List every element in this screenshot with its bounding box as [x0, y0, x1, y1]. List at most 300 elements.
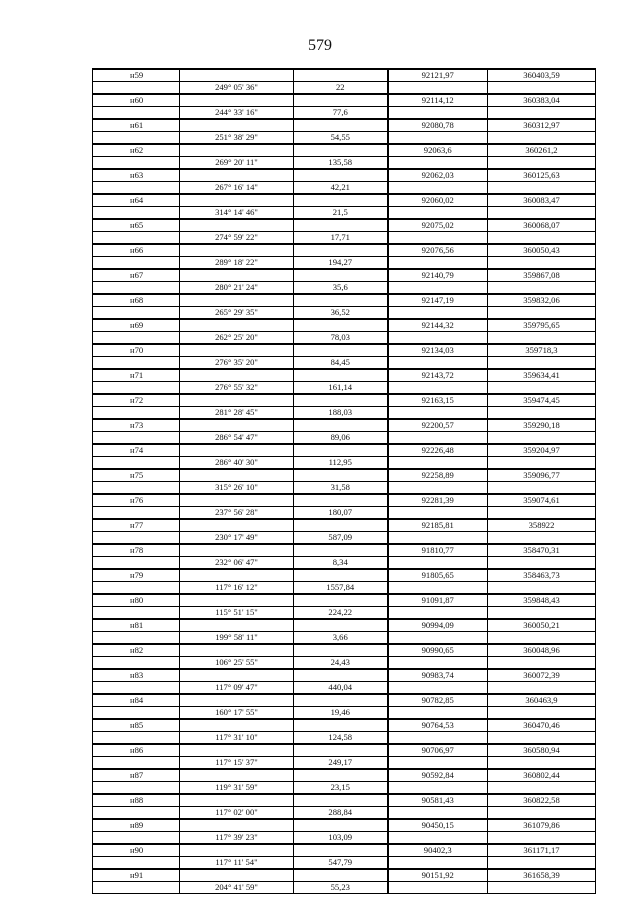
- empty-cell: [488, 157, 596, 170]
- segment-row: [93, 782, 596, 795]
- empty-cell: [488, 707, 596, 720]
- empty-cell: [93, 607, 180, 620]
- y-coordinate: 360125,63: [488, 169, 596, 182]
- x-coordinate: 90581,43: [388, 794, 488, 807]
- point-name: н80: [93, 594, 180, 607]
- segment-row: [93, 807, 596, 820]
- direction-angle: 117° 31' 10": [180, 732, 294, 745]
- empty-cell: [488, 882, 596, 894]
- y-coordinate: 359718,3: [488, 344, 596, 357]
- y-coordinate: 359634,41: [488, 369, 596, 382]
- empty-cell: [294, 369, 388, 382]
- empty-cell: [388, 682, 488, 695]
- segment-length: 3,66: [294, 632, 388, 645]
- point-row: [93, 694, 596, 707]
- y-coordinate: 361079,86: [488, 819, 596, 832]
- empty-cell: [93, 707, 180, 720]
- empty-cell: [294, 269, 388, 282]
- point-name: н74: [93, 444, 180, 457]
- point-name: н79: [93, 569, 180, 582]
- empty-cell: [388, 182, 488, 195]
- point-name: н63: [93, 169, 180, 182]
- point-name: н86: [93, 744, 180, 757]
- empty-cell: [388, 82, 488, 95]
- empty-cell: [388, 157, 488, 170]
- empty-cell: [180, 819, 294, 832]
- segment-row: [93, 857, 596, 870]
- empty-cell: [180, 444, 294, 457]
- empty-cell: [180, 694, 294, 707]
- empty-cell: [488, 657, 596, 670]
- y-coordinate: 358922: [488, 519, 596, 532]
- y-coordinate: 360580,94: [488, 744, 596, 757]
- segment-row: [93, 532, 596, 545]
- empty-cell: [180, 369, 294, 382]
- empty-cell: [388, 482, 488, 495]
- x-coordinate: 90151,92: [388, 869, 488, 882]
- segment-row: [93, 107, 596, 120]
- x-coordinate: 92147,19: [388, 294, 488, 307]
- y-coordinate: 359474,45: [488, 394, 596, 407]
- empty-cell: [488, 232, 596, 245]
- empty-cell: [180, 494, 294, 507]
- empty-cell: [180, 619, 294, 632]
- point-row: [93, 519, 596, 532]
- empty-cell: [388, 507, 488, 520]
- segment-row: [93, 707, 596, 720]
- point-name: н91: [93, 869, 180, 882]
- empty-cell: [294, 619, 388, 632]
- point-row: [93, 369, 596, 382]
- segment-row: [93, 882, 596, 894]
- segment-row: [93, 632, 596, 645]
- empty-cell: [180, 219, 294, 232]
- point-name: н76: [93, 494, 180, 507]
- x-coordinate: 92076,56: [388, 244, 488, 257]
- segment-row: [93, 557, 596, 570]
- segment-length: 112,95: [294, 457, 388, 470]
- direction-angle: 267° 16' 14": [180, 182, 294, 195]
- point-name: н88: [93, 794, 180, 807]
- empty-cell: [93, 107, 180, 120]
- empty-cell: [180, 569, 294, 582]
- y-coordinate: 360048,96: [488, 644, 596, 657]
- segment-row: [93, 257, 596, 270]
- segment-row: [93, 482, 596, 495]
- direction-angle: 117° 02' 00": [180, 807, 294, 820]
- x-coordinate: 90782,85: [388, 694, 488, 707]
- y-coordinate: 359867,08: [488, 269, 596, 282]
- direction-angle: 276° 35' 20": [180, 357, 294, 370]
- point-row: [93, 794, 596, 807]
- point-row: [93, 144, 596, 157]
- segment-length: 103,09: [294, 832, 388, 845]
- segment-length: 84,45: [294, 357, 388, 370]
- empty-cell: [93, 82, 180, 95]
- direction-angle: 276° 55' 32": [180, 382, 294, 395]
- point-row: [93, 344, 596, 357]
- segment-length: 587,09: [294, 532, 388, 545]
- empty-cell: [388, 532, 488, 545]
- segment-length: 180,07: [294, 507, 388, 520]
- x-coordinate: 92163,15: [388, 394, 488, 407]
- segment-row: [93, 607, 596, 620]
- direction-angle: 232° 06' 47": [180, 557, 294, 570]
- point-name: н66: [93, 244, 180, 257]
- x-coordinate: 90994,09: [388, 619, 488, 632]
- empty-cell: [93, 632, 180, 645]
- empty-cell: [488, 457, 596, 470]
- empty-cell: [180, 669, 294, 682]
- empty-cell: [488, 282, 596, 295]
- empty-cell: [294, 669, 388, 682]
- empty-cell: [388, 582, 488, 595]
- empty-cell: [180, 344, 294, 357]
- empty-cell: [388, 457, 488, 470]
- x-coordinate: 92258,89: [388, 469, 488, 482]
- empty-cell: [388, 807, 488, 820]
- y-coordinate: 360050,43: [488, 244, 596, 257]
- segment-length: 24,43: [294, 657, 388, 670]
- empty-cell: [488, 132, 596, 145]
- y-coordinate: 361171,17: [488, 844, 596, 857]
- empty-cell: [294, 544, 388, 557]
- segment-row: [93, 132, 596, 145]
- direction-angle: 160° 17' 55": [180, 707, 294, 720]
- segment-length: 547,79: [294, 857, 388, 870]
- empty-cell: [93, 207, 180, 220]
- x-coordinate: 92114,12: [388, 94, 488, 107]
- x-coordinate: 90706,97: [388, 744, 488, 757]
- direction-angle: 286° 54' 47": [180, 432, 294, 445]
- segment-length: 8,34: [294, 557, 388, 570]
- y-coordinate: 361658,39: [488, 869, 596, 882]
- empty-cell: [488, 582, 596, 595]
- x-coordinate: 92060,02: [388, 194, 488, 207]
- segment-row: [93, 282, 596, 295]
- empty-cell: [488, 332, 596, 345]
- x-coordinate: 92143,72: [388, 369, 488, 382]
- empty-cell: [294, 319, 388, 332]
- empty-cell: [294, 644, 388, 657]
- empty-cell: [294, 444, 388, 457]
- segment-length: 288,84: [294, 807, 388, 820]
- x-coordinate: 92185,81: [388, 519, 488, 532]
- point-row: [93, 869, 596, 882]
- empty-cell: [294, 394, 388, 407]
- segment-row: [93, 832, 596, 845]
- empty-cell: [93, 157, 180, 170]
- empty-cell: [93, 857, 180, 870]
- empty-cell: [388, 232, 488, 245]
- empty-cell: [294, 294, 388, 307]
- direction-angle: 269° 20' 11": [180, 157, 294, 170]
- segment-row: [93, 407, 596, 420]
- segment-row: [93, 82, 596, 95]
- direction-angle: 117° 09' 47": [180, 682, 294, 695]
- segment-length: 21,5: [294, 207, 388, 220]
- segment-length: 36,52: [294, 307, 388, 320]
- empty-cell: [93, 282, 180, 295]
- y-coordinate: 358463,73: [488, 569, 596, 582]
- empty-cell: [180, 244, 294, 257]
- point-name: н64: [93, 194, 180, 207]
- point-name: н83: [93, 669, 180, 682]
- empty-cell: [180, 744, 294, 757]
- empty-cell: [294, 344, 388, 357]
- segment-length: 35,6: [294, 282, 388, 295]
- y-coordinate: 360822,58: [488, 794, 596, 807]
- empty-cell: [294, 419, 388, 432]
- y-coordinate: 360083,47: [488, 194, 596, 207]
- segment-length: 135,58: [294, 157, 388, 170]
- segment-row: [93, 232, 596, 245]
- empty-cell: [488, 407, 596, 420]
- empty-cell: [488, 532, 596, 545]
- empty-cell: [388, 357, 488, 370]
- empty-cell: [488, 557, 596, 570]
- empty-cell: [488, 682, 596, 695]
- x-coordinate: 91091,87: [388, 594, 488, 607]
- empty-cell: [180, 119, 294, 132]
- point-row: [93, 119, 596, 132]
- x-coordinate: 92075,02: [388, 219, 488, 232]
- direction-angle: 115° 51' 15": [180, 607, 294, 620]
- empty-cell: [294, 769, 388, 782]
- x-coordinate: 92063,6: [388, 144, 488, 157]
- empty-cell: [294, 219, 388, 232]
- point-row: [93, 544, 596, 557]
- y-coordinate: 359848,43: [488, 594, 596, 607]
- empty-cell: [294, 719, 388, 732]
- y-coordinate: 359832,06: [488, 294, 596, 307]
- empty-cell: [388, 382, 488, 395]
- empty-cell: [180, 169, 294, 182]
- point-row: [93, 269, 596, 282]
- point-name: н69: [93, 319, 180, 332]
- segment-row: [93, 457, 596, 470]
- empty-cell: [180, 844, 294, 857]
- empty-cell: [488, 482, 596, 495]
- segment-length: 55,23: [294, 882, 388, 894]
- segment-row: [93, 382, 596, 395]
- direction-angle: 286° 40' 30": [180, 457, 294, 470]
- point-row: [93, 319, 596, 332]
- empty-cell: [180, 794, 294, 807]
- empty-cell: [488, 857, 596, 870]
- x-coordinate: 90983,74: [388, 669, 488, 682]
- point-name: н68: [93, 294, 180, 307]
- empty-cell: [388, 757, 488, 770]
- empty-cell: [93, 507, 180, 520]
- direction-angle: 314° 14' 46": [180, 207, 294, 220]
- empty-cell: [180, 544, 294, 557]
- empty-cell: [180, 269, 294, 282]
- x-coordinate: 92080,78: [388, 119, 488, 132]
- segment-row: [93, 332, 596, 345]
- empty-cell: [388, 607, 488, 620]
- point-row: [93, 294, 596, 307]
- point-name: н75: [93, 469, 180, 482]
- direction-angle: 204° 41' 59": [180, 882, 294, 894]
- segment-row: [93, 207, 596, 220]
- empty-cell: [388, 132, 488, 145]
- empty-cell: [93, 757, 180, 770]
- point-name: н81: [93, 619, 180, 632]
- segment-length: 89,06: [294, 432, 388, 445]
- point-row: [93, 844, 596, 857]
- x-coordinate: 91805,65: [388, 569, 488, 582]
- empty-cell: [180, 769, 294, 782]
- point-row: [93, 394, 596, 407]
- empty-cell: [488, 257, 596, 270]
- direction-angle: 117° 11' 54": [180, 857, 294, 870]
- direction-angle: 237° 56' 28": [180, 507, 294, 520]
- point-row: [93, 594, 596, 607]
- segment-length: 77,6: [294, 107, 388, 120]
- point-name: н65: [93, 219, 180, 232]
- empty-cell: [294, 494, 388, 507]
- segment-length: 22: [294, 82, 388, 95]
- empty-cell: [388, 882, 488, 894]
- y-coordinate: 360068,07: [488, 219, 596, 232]
- point-name: н61: [93, 119, 180, 132]
- point-name: н73: [93, 419, 180, 432]
- empty-cell: [294, 744, 388, 757]
- point-name: н60: [93, 94, 180, 107]
- y-coordinate: 360463,9: [488, 694, 596, 707]
- x-coordinate: 92200,57: [388, 419, 488, 432]
- y-coordinate: 359204,97: [488, 444, 596, 457]
- empty-cell: [294, 844, 388, 857]
- segment-length: 54,55: [294, 132, 388, 145]
- empty-cell: [180, 194, 294, 207]
- empty-cell: [488, 632, 596, 645]
- x-coordinate: 90402,3: [388, 844, 488, 857]
- point-name: н82: [93, 644, 180, 657]
- point-row: [93, 444, 596, 457]
- empty-cell: [294, 594, 388, 607]
- point-row: [93, 94, 596, 107]
- segment-row: [93, 182, 596, 195]
- direction-angle: 119° 31' 59": [180, 782, 294, 795]
- point-name: н89: [93, 819, 180, 832]
- segment-row: [93, 732, 596, 745]
- x-coordinate: 91810,77: [388, 544, 488, 557]
- empty-cell: [388, 632, 488, 645]
- point-row: [93, 219, 596, 232]
- empty-cell: [93, 307, 180, 320]
- point-row: [93, 569, 596, 582]
- point-row: [93, 69, 596, 82]
- empty-cell: [294, 169, 388, 182]
- direction-angle: 199° 58' 11": [180, 632, 294, 645]
- y-coordinate: 359074,61: [488, 494, 596, 507]
- y-coordinate: 359290,18: [488, 419, 596, 432]
- empty-cell: [93, 232, 180, 245]
- empty-cell: [93, 882, 180, 894]
- segment-length: 161,14: [294, 382, 388, 395]
- empty-cell: [93, 732, 180, 745]
- empty-cell: [180, 69, 294, 82]
- direction-angle: 249° 05' 36": [180, 82, 294, 95]
- point-name: н67: [93, 269, 180, 282]
- point-row: [93, 819, 596, 832]
- y-coordinate: 359795,65: [488, 319, 596, 332]
- point-name: н77: [93, 519, 180, 532]
- empty-cell: [93, 182, 180, 195]
- segment-row: [93, 307, 596, 320]
- direction-angle: 117° 16' 12": [180, 582, 294, 595]
- segment-row: [93, 357, 596, 370]
- y-coordinate: 359096,77: [488, 469, 596, 482]
- empty-cell: [388, 407, 488, 420]
- empty-cell: [93, 432, 180, 445]
- x-coordinate: 92062,03: [388, 169, 488, 182]
- direction-angle: 106° 25' 55": [180, 657, 294, 670]
- empty-cell: [294, 569, 388, 582]
- page-number: 579: [308, 37, 332, 54]
- coordinates-table-body: [93, 69, 596, 894]
- empty-cell: [294, 194, 388, 207]
- point-row: [93, 419, 596, 432]
- x-coordinate: 90990,65: [388, 644, 488, 657]
- segment-length: 78,03: [294, 332, 388, 345]
- empty-cell: [488, 732, 596, 745]
- y-coordinate: 360050,21: [488, 619, 596, 632]
- empty-cell: [488, 207, 596, 220]
- empty-cell: [388, 207, 488, 220]
- point-name: н78: [93, 544, 180, 557]
- direction-angle: 280° 21' 24": [180, 282, 294, 295]
- empty-cell: [488, 82, 596, 95]
- empty-cell: [93, 832, 180, 845]
- x-coordinate: 90764,53: [388, 719, 488, 732]
- direction-angle: 117° 39' 23": [180, 832, 294, 845]
- empty-cell: [488, 782, 596, 795]
- empty-cell: [294, 69, 388, 82]
- empty-cell: [93, 357, 180, 370]
- y-coordinate: 360261,2: [488, 144, 596, 157]
- y-coordinate: 360072,39: [488, 669, 596, 682]
- direction-angle: 265° 29' 35": [180, 307, 294, 320]
- empty-cell: [180, 594, 294, 607]
- direction-angle: 289° 18' 22": [180, 257, 294, 270]
- empty-cell: [294, 819, 388, 832]
- coordinates-table: [92, 68, 596, 894]
- segment-row: [93, 507, 596, 520]
- segment-length: 42,21: [294, 182, 388, 195]
- empty-cell: [93, 657, 180, 670]
- segment-length: 19,46: [294, 707, 388, 720]
- x-coordinate: 92144,32: [388, 319, 488, 332]
- segment-row: [93, 657, 596, 670]
- point-row: [93, 169, 596, 182]
- empty-cell: [388, 332, 488, 345]
- y-coordinate: 360802,44: [488, 769, 596, 782]
- point-row: [93, 194, 596, 207]
- empty-cell: [488, 182, 596, 195]
- empty-cell: [388, 432, 488, 445]
- x-coordinate: 92134,03: [388, 344, 488, 357]
- empty-cell: [93, 332, 180, 345]
- empty-cell: [388, 732, 488, 745]
- segment-length: 124,58: [294, 732, 388, 745]
- point-name: н71: [93, 369, 180, 382]
- empty-cell: [180, 394, 294, 407]
- empty-cell: [180, 469, 294, 482]
- x-coordinate: 92281,39: [388, 494, 488, 507]
